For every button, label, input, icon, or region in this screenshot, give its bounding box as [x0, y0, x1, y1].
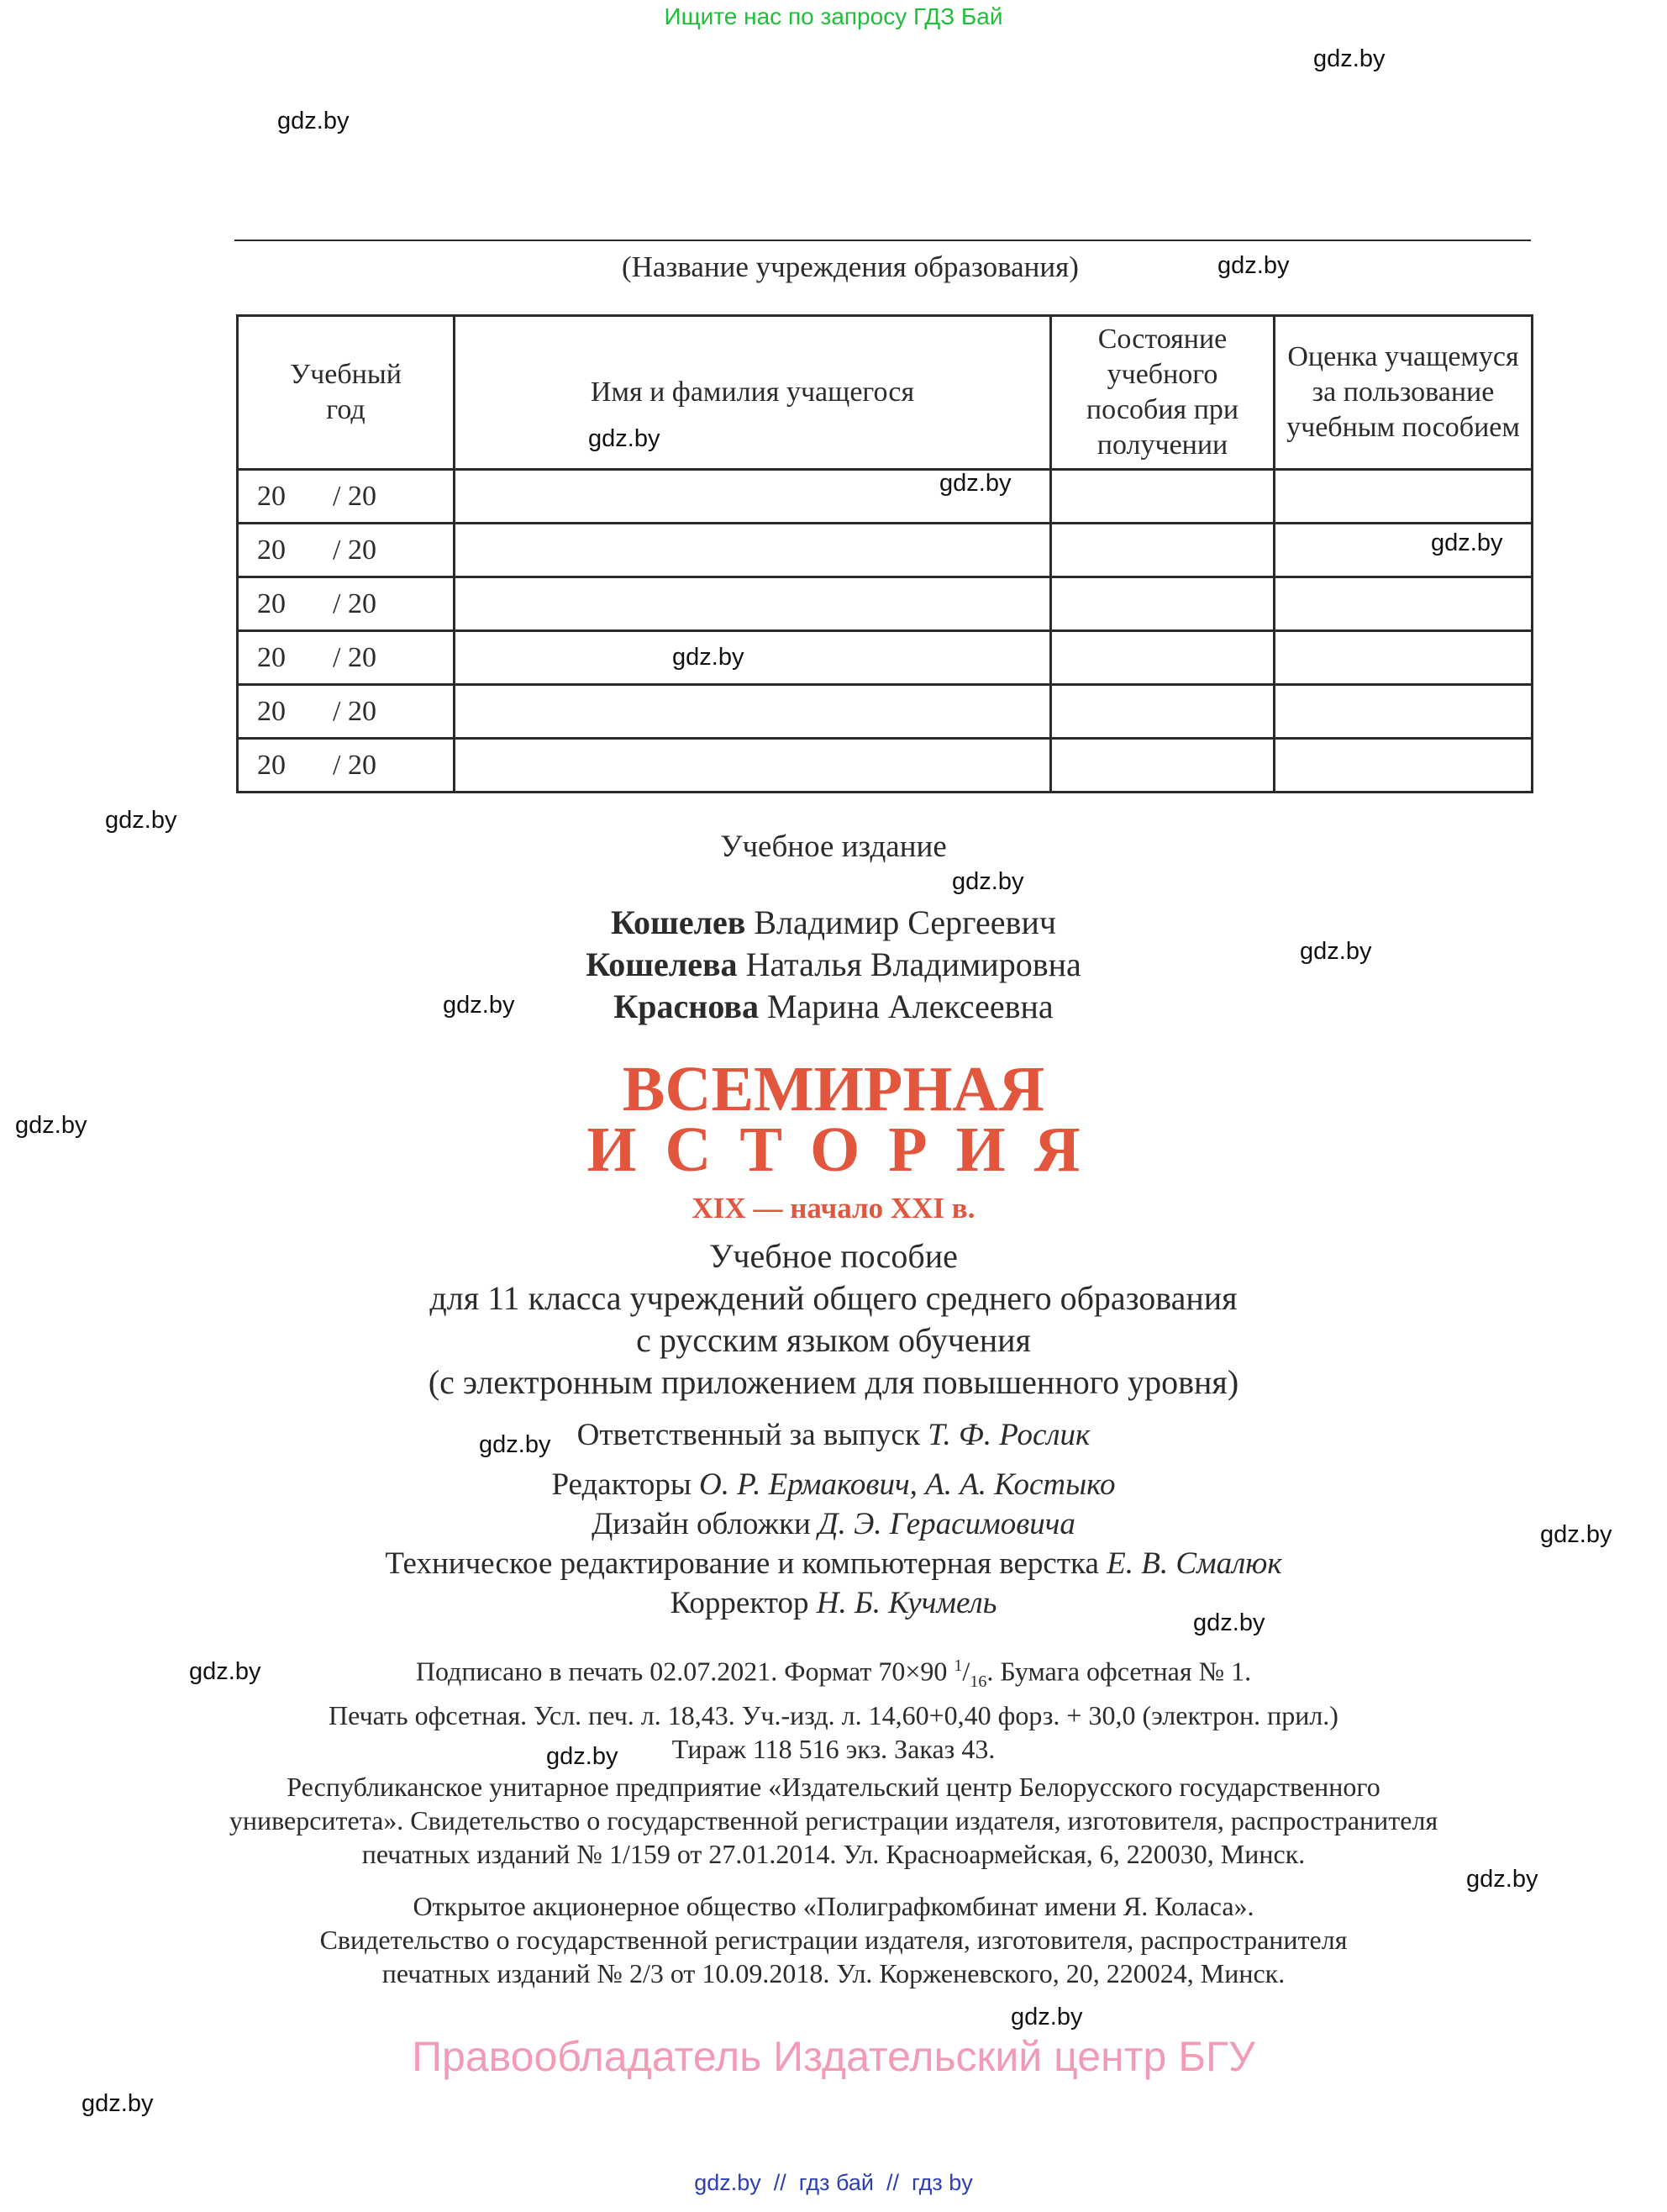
edition-type: Учебное издание [720, 830, 947, 864]
author: Краснова Марина Алексеевна [613, 988, 1054, 1025]
student-name-cell[interactable] [455, 524, 1051, 577]
author: Кошелева Наталья Владимировна [586, 945, 1081, 983]
watermark: gdz.by [1011, 2004, 1083, 2030]
copyright-holder: Правообладатель Издательский центр БГУ [412, 2033, 1255, 2080]
watermark: gdz.by [105, 807, 177, 834]
book-title-line1: ВСЕМИРНАЯ [622, 1054, 1045, 1124]
watermark: gdz.by [1217, 252, 1290, 279]
credit-responsible: Ответственный за выпуск Т. Ф. Рослик [576, 1418, 1091, 1452]
imprint-line: Тираж 118 516 экз. Заказ 43. [671, 1734, 996, 1765]
printer-block: Открытое акционерное общество «Полиграфкомбинат имени Я. Коласа». Свидетельство о государственной регистрации издателя, изготовителя, распространителя печатных изданий № 2/3 от 10.09.2018. Ул. Корженевского, 20, 220024, Минск. [319, 1891, 1348, 1988]
grade-cell[interactable] [1275, 685, 1533, 739]
watermark: gdz.by [82, 2090, 154, 2117]
condition-cell[interactable] [1051, 470, 1275, 524]
imprint-line: Печать офсетная. Усл. печ. л. 18,43. Уч.-изд. л. 14,60+0,40 форз. + 30,0 (электрон. прил.) [329, 1700, 1338, 1731]
condition-cell[interactable] [1051, 524, 1275, 577]
footer-links[interactable]: gdz.by // гдз бай // гдз by [694, 2170, 973, 2195]
student-name-cell[interactable] [455, 739, 1051, 793]
table-row [238, 631, 1533, 685]
grade-cell[interactable] [1275, 577, 1533, 631]
credit-editors: Редакторы О. Р. Ермакович, А. А. Костыко [551, 1467, 1116, 1502]
table-row [238, 739, 1533, 793]
table-row [238, 685, 1533, 739]
book-title-line2: ИСТОРИЯ [586, 1114, 1109, 1185]
grade-cell[interactable] [1275, 470, 1533, 524]
watermark: gdz.by [479, 1431, 551, 1458]
institution-line [234, 240, 1531, 241]
credits-block [0, 1415, 1667, 1623]
watermark: gdz.by [546, 1743, 618, 1770]
top-banner: Ищите нас по запросу ГДЗ Бай [664, 3, 1003, 29]
year-cell: 20 / 20 [238, 685, 455, 739]
watermark: gdz.by [1431, 529, 1503, 556]
authors-block [0, 902, 1667, 1028]
watermark: gdz.by [1193, 1609, 1265, 1636]
year-cell: 20 / 20 [238, 739, 455, 793]
condition-cell[interactable] [1051, 577, 1275, 631]
condition-cell[interactable] [1051, 739, 1275, 793]
condition-cell[interactable] [1051, 685, 1275, 739]
watermark: gdz.by [672, 644, 744, 671]
student-name-cell[interactable] [455, 577, 1051, 631]
table-row [238, 524, 1533, 577]
table-header-row [238, 316, 1533, 470]
grade-cell[interactable] [1275, 739, 1533, 793]
year-cell: 20 / 20 [238, 524, 455, 577]
table-row [238, 470, 1533, 524]
imprint-block [0, 1649, 1667, 1766]
header-condition: Состояние учебного пособия при получении [1051, 316, 1275, 470]
year-cell: 20 / 20 [238, 631, 455, 685]
condition-cell[interactable] [1051, 631, 1275, 685]
year-cell: 20 / 20 [238, 470, 455, 524]
grade-cell[interactable] [1275, 524, 1533, 577]
student-name-cell[interactable] [455, 631, 1051, 685]
publisher-block: Республиканское унитарное предприятие «Издательский центр Белорусского государственного университета». Свидетельство о государственной регистрации издателя, изготовителя, распространителя печатных изданий № 1/159 от 27.01.2014. Ул. Красноармейская, 6, 220030, Минск. [229, 1772, 1438, 1869]
book-description: Учебное пособие для 11 класса учреждений общего среднего образования с русским языком обучения (с электронным приложением для повышенного уровня) [428, 1237, 1239, 1401]
watermark: gdz.by [189, 1658, 261, 1685]
credit-cover: Дизайн обложки Д. Э. Герасимовича [592, 1507, 1075, 1541]
watermark: gdz.by [952, 868, 1024, 895]
year-cell: 20 / 20 [238, 577, 455, 631]
table-row [238, 577, 1533, 631]
imprint-line: Подписано в печать 02.07.2021. Формат 70×90 $^1/_{16}$. Бумага офсетная № 1. [415, 1656, 1252, 1692]
institution-caption: (Название учреждения образования) [622, 250, 1079, 283]
watermark: gdz.by [1300, 938, 1372, 965]
watermark: gdz.by [443, 992, 515, 1019]
student-name-cell[interactable] [455, 470, 1051, 524]
watermark: gdz.by [939, 470, 1012, 497]
credit-technical: Техническое редактирование и компьютерная верстка Е. В. Смалюк [385, 1546, 1282, 1581]
grade-cell[interactable] [1275, 631, 1533, 685]
header-grade: Оценка учащемуся за пользование учебным пособием [1275, 316, 1533, 470]
watermark: gdz.by [588, 425, 660, 452]
watermark: gdz.by [1313, 45, 1386, 72]
header-student-name: Имя и фамилия учащегося [455, 316, 1051, 470]
book-period: XIX — начало XXI в. [692, 1192, 975, 1224]
author: Кошелев Владимир Сергеевич [611, 903, 1056, 941]
watermark: gdz.by [1466, 1866, 1538, 1893]
watermark: gdz.by [277, 108, 350, 134]
student-name-cell[interactable] [455, 685, 1051, 739]
usage-table [236, 314, 1533, 793]
watermark: gdz.by [1540, 1521, 1612, 1548]
header-year: Учебный год [238, 316, 455, 470]
credit-proofreader: Корректор Н. Б. Кучмель [670, 1586, 997, 1620]
watermark: gdz.by [15, 1112, 87, 1139]
